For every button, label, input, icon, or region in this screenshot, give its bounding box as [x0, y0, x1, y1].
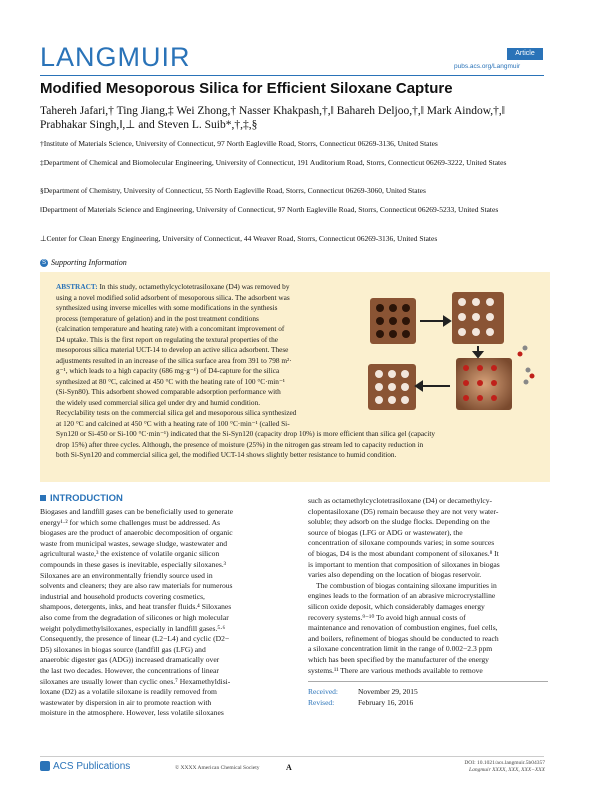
body-line: shampoos, detergents, inks, and heat transfer fluids.⁴ Siloxanes: [40, 602, 232, 612]
body-line: silicon oxide deposit, which considerably damages energy: [308, 601, 485, 611]
journal-name: LANGMUIR: [40, 42, 191, 72]
abstract-line: synthesized at 80 °C, calcined at 450 °C with the heating rate of 100 °C·min⁻¹: [56, 376, 285, 386]
body-line: maintenance and renovation of combustion engines, fuel cells,: [308, 623, 498, 633]
silica-block-4: [456, 358, 512, 410]
affiliation-4: ‖Department of Materials Science and Engineering, University of Connecticut, 97 North Eagleville Road, Storrs, Connecticut 06269-5233, United States: [40, 205, 499, 214]
article-type-badge: Article: [507, 48, 543, 60]
abstract-line: ABSTRACT: In this study, octamethylcyclotetrasiloxane (D4) was removed by: [56, 282, 290, 291]
abstract-line: (calcination temperature and heating rate) with a concomitant improvement of: [56, 324, 285, 333]
paper-title: Modified Mesoporous Silica for Efficient Siloxane Capture: [40, 80, 453, 97]
body-line: clopentasiloxane (D5) remain because they are not very water-: [308, 506, 499, 516]
body-line: is important to mention that composition of siloxanes in biogas: [308, 559, 500, 569]
doi-link[interactable]: DOI: 10.1021/acs.langmuir.5b04357: [464, 760, 545, 766]
abstract-line: Recyclability tests on the commercial silica gel and mesoporous silica synthesized: [56, 408, 297, 417]
body-line: siloxanes are usually lower than cyclic ones.⁷ Hexamethyldisi-: [40, 676, 231, 686]
body-line: which has been specified by the manufacturer of the energy: [308, 654, 489, 664]
abstract-line: Syn120 or Si-450 or Si-100 °C·min⁻¹) indicated that the Si-Syn120 (capacity drop 10%) is more efficient than silica gel (capacity: [56, 429, 436, 438]
header-rule: [40, 75, 544, 76]
doi-block: [430, 760, 545, 774]
body-line: Consequently, the presence of linear (L2−L4) and cyclic (D2−: [40, 634, 230, 644]
body-line: biogases are the product of anaerobic decomposition of organic: [40, 528, 233, 538]
revised-date: Revised: February 16, 2016: [308, 698, 414, 707]
supporting-information-link[interactable]: [40, 258, 127, 267]
body-line: loxane (D2) as a volatile siloxane is readily removed from: [40, 687, 217, 697]
footer-rule: [40, 756, 544, 757]
body-line: source of biogas (LFG or ADG or wastewater), the: [308, 527, 463, 537]
body-line: solvents and cleaners; they are also raw materials for numerous: [40, 581, 233, 591]
abstract-line: (Si-Syn80). This adsorbent showed comparable adsorption performance with: [56, 387, 281, 396]
body-line: D5) siloxanes in biogas source (landfill gas (LFG) and: [40, 644, 206, 654]
body-line: weight polydimethylsiloxanes, especially in landfill gases.⁵·⁶: [40, 623, 226, 633]
body-line: soluble; they adsorb on the sludge flocks. Depending on the: [308, 517, 490, 527]
abstract-line: mesoporous silica material UCT-14 to develop an active silica adsorbent. These: [56, 345, 289, 354]
body-line: compounds in these gases is inevitable, especially siloxanes.³: [40, 559, 226, 569]
section-heading-introduction: INTRODUCTION: [40, 493, 123, 504]
body-line: of biogas, D4 is the most abundant component of siloxanes.⁸ It: [308, 548, 499, 558]
d4-molecules: [518, 346, 535, 385]
intro-column-right: [308, 496, 548, 676]
author-line-1: Tahereh Jafari,† Ting Jiang,‡ Wei Zhong,† Nasser Khakpash,†,‖ Bahareh Deljoo,†,‖ Mark Aindow,†,‖: [40, 105, 505, 117]
page-number: A: [286, 763, 292, 772]
abstract-line: both Si-Syn120 and commercial silica gel, the modified UCT-14 shows slightly better resistance to humid condition.: [56, 450, 397, 459]
abstract-line: drop 15%) after three cycles. Although, the presence of moisture (25%) in the nitrogen gas stream led to capacity reduction in: [56, 439, 424, 449]
body-line: systems.¹¹ There are various methods available to remove: [308, 665, 483, 675]
body-line: concentration of siloxane compounds varies; in some sources: [308, 538, 495, 548]
supporting-info-label: Supporting Information: [51, 258, 127, 267]
supporting-info-icon: S: [41, 260, 46, 267]
citation: Langmuir XXXX, XXX, XXX−XXX: [469, 767, 545, 773]
received-date: Received: November 29, 2015: [308, 687, 418, 696]
body-line: agricultural waste,³ the existence of volatile organic silicon: [40, 549, 220, 559]
abstract-line: using a novel modified solid adsorbent of mesoporous silica. The adsorbent was: [56, 292, 290, 302]
abstract-line: process (temperature of gelation) and in the post treatment conditions: [56, 313, 259, 323]
acs-logo-icon: [40, 761, 50, 771]
abstract-line: D4 uptake. This is the first report on regulating the textural properties of the: [56, 334, 278, 344]
affiliation-3: §Department of Chemistry, University of Connecticut, 55 North Eagleville Road, Storrs, Connecticut 06269-3060, United States: [40, 186, 426, 195]
intro-column-left: [40, 507, 290, 719]
body-line: waste from municipal wastes, sewage sludge, wastewater and: [40, 538, 228, 548]
body-line: Biogases and landfill gases can be beneficially used to generate: [40, 507, 233, 516]
received-dates: [308, 681, 548, 708]
body-line: such as octamethylcyclotetrasiloxane (D4) or decamethylcy-: [308, 496, 493, 505]
body-line: energy¹·² for which some challenges must be addressed. As: [40, 517, 221, 527]
author-line-2: Prabhakar Singh,‖,⊥ and Steven L. Suib*,†,‡,§: [40, 119, 258, 131]
affiliation-5: ⊥Center for Clean Energy Engineering, University of Connecticut, 44 Weaver Road, Storrs, Connecticut 06269-3136, United States: [40, 234, 438, 243]
author-list: [40, 104, 550, 132]
abstract-line: g⁻¹, which leads to a high capacity (686 mg·g⁻¹) of D4-capture for the silica: [56, 366, 280, 375]
journal-url[interactable]: pubs.acs.org/Langmuir: [454, 63, 521, 70]
body-line: varies also depending on the location of biogas reservoir.: [308, 570, 482, 580]
body-line: anaerobic digester gas (ADG)) increased dramatically over: [40, 655, 220, 665]
abstract-line: synthesized using inverse micelles with some modifications in the synthesis: [56, 303, 278, 312]
abstract-line: the widely used commercial silica gel under dry and humid condition.: [56, 397, 261, 407]
abstract-line: at 120 °C and calcined at 450 °C with a heating rate of 100 °C·min⁻¹ (called Si-: [56, 418, 290, 428]
body-line: also come from the degradation of silicones or high molecular: [40, 612, 229, 622]
section-bullet-icon: [40, 495, 46, 501]
abstract-label: ABSTRACT:: [56, 282, 98, 291]
body-line: Siloxanes are an environmentally friendly source used in: [40, 570, 213, 580]
affiliation-2: ‡Department of Chemical and Biomolecular Engineering, University of Connecticut, 191 Auditorium Road, Storrs, Connecticut 06269-3222, United States: [40, 158, 507, 167]
abstract-text-narrow: [56, 282, 356, 408]
abstract-line: adjustments resulted in an increase of the silica surface area from 391 to 798 m²·: [56, 355, 292, 365]
body-line: a siloxane concentration limit in the range of 0.002−2.3 ppm: [308, 644, 493, 654]
body-line: the last two decades. However, the concentrations of linear: [40, 665, 219, 675]
body-line: wastewater by dispersion in air to promote reaction with: [40, 697, 212, 707]
copyright: © XXXX American Chemical Society: [175, 765, 260, 771]
toc-graphic: [360, 286, 540, 418]
acs-publications-logo[interactable]: ACS Publications: [40, 761, 130, 772]
body-line: recovery systems.⁹⁻¹⁰ To avoid high annual costs of: [308, 612, 466, 622]
body-line: The combustion of biogas containing siloxane impurities in: [316, 580, 497, 590]
body-line: and boilers, refinement of biogas should be conducted to reach: [308, 633, 499, 643]
silica-block-1: [370, 298, 416, 344]
body-line: moisture in the atmosphere. However, less volatile siloxanes: [40, 708, 224, 718]
body-line: industrial and household products covering cosmetics,: [40, 591, 205, 601]
silica-block-2: [452, 292, 504, 344]
affiliation-1: †Institute of Materials Science, University of Connecticut, 97 North Eagleville Road, Storrs, Connecticut 06269-3136, United States: [40, 139, 438, 148]
silica-block-3: [368, 364, 416, 410]
body-line: engines leads to the formation of an abrasive microcrystalline: [308, 591, 496, 601]
